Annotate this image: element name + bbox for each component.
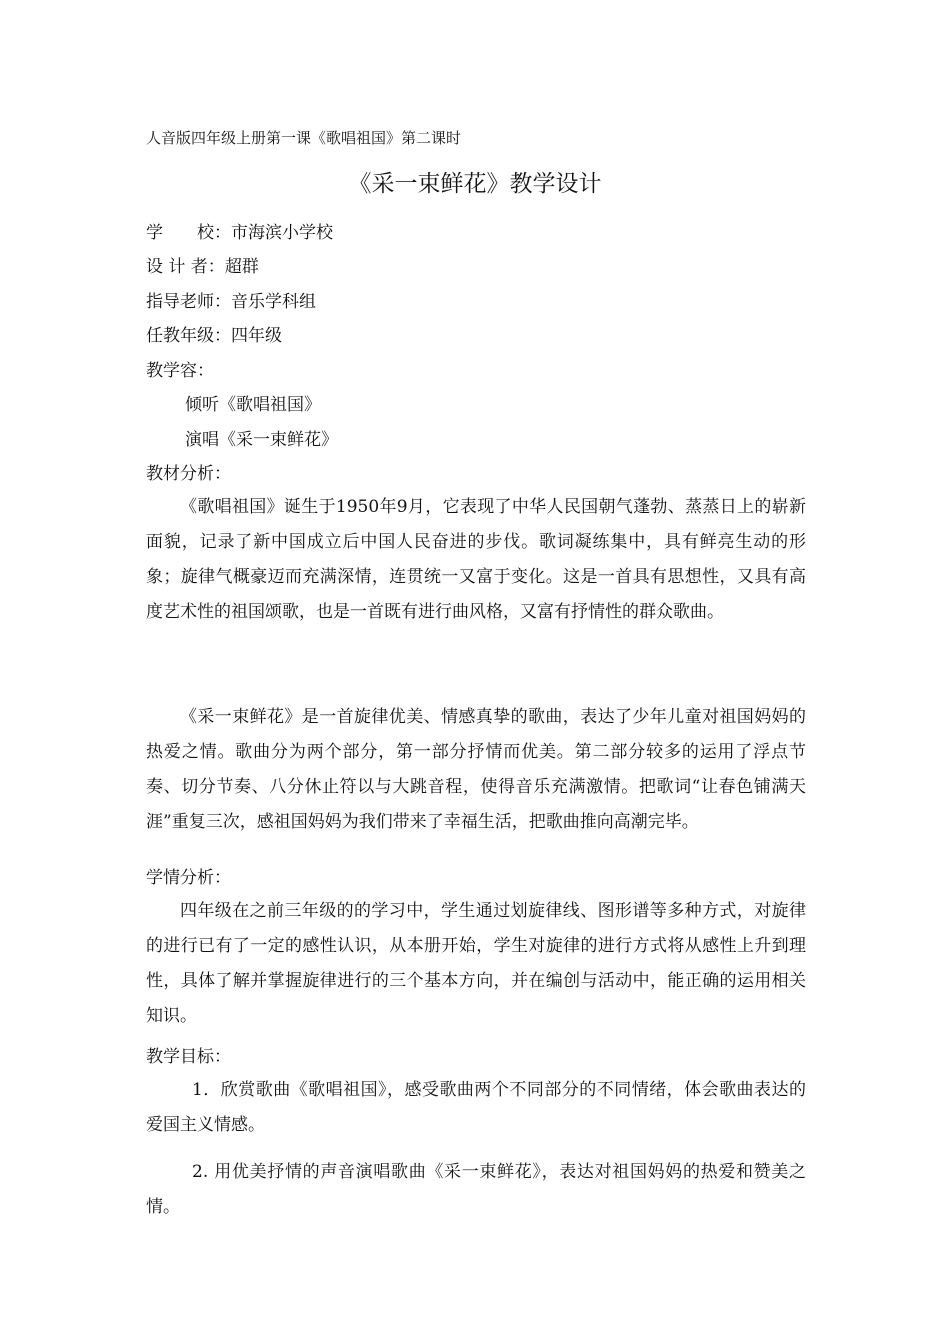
course-line: 人音版四年级上册第一课《歌唱祖国》第二课时 [146,129,462,147]
content-heading: 教学容： [146,361,214,381]
textbook-analysis-heading: 教材分析： [146,464,231,484]
designer-label: 设 计 者： [146,257,225,277]
advisor-label: 指导老师： [146,292,231,312]
advisor-value: 音乐学科组 [231,292,316,312]
textbook-analysis-paragraph: 《歌唱祖国》诞生于1950年9月，它表现了中华人民国朝气蓬勃、蒸蒸日上的崭新面貌，记录了新中国成立后中国人民奋进的步伐。歌词凝练集中，具有鲜亮生动的形象；旋律气概豪迈而充满深情，连贯统一又富于变化。这是一首具有思想性，又具有高度艺术性的祖国颂歌，也是一首既有进行曲风格，又富有抒情性的群众歌曲。 [146,497,806,622]
designer-value: 超群 [224,257,259,277]
student-analysis-paragraph: 四年级在之前三年级的的学习中，学生通过划旋律线、图形谱等多种方式，对旋律的进行已有了一定的感性认识，从本册开始，学生对旋律的进行方式将从感性上升到理性，具体了解并掌握旋律进行的三个基本方向，并在编创与活动中，能正确的运用相关知识。 [146,901,806,1026]
content-item: 倾听《歌唱祖国》 [185,395,321,415]
goals-heading: 教学目标： [146,1047,231,1067]
student-analysis-heading: 学情分析： [146,868,231,888]
school-value: 市海滨小学校 [231,223,333,243]
goal-item: 2. 用优美抒情的声音演唱歌曲《采一束鲜花》，表达对祖国妈妈的热爱和赞美之情。 [146,1162,806,1217]
school-label: 学 校： [146,223,231,243]
goal-item: 1．欣赏歌曲《歌唱祖国》，感受歌曲两个不同部分的不同情绪，体会歌曲表达的爱国主义情感。 [146,1080,806,1135]
grade-row [146,324,282,348]
grade-value: 四年级 [231,326,282,346]
advisor-row [146,290,316,314]
document-title: 《采一束鲜花》教学设计 [348,171,602,197]
content-item: 演唱《采一束鲜花》 [185,430,338,450]
designer-row [146,255,259,279]
grade-label: 任教年级： [146,326,231,346]
school-row [146,221,333,245]
textbook-analysis-paragraph: 《采一束鲜花》是一首旋律优美、情感真挚的歌曲，表达了少年儿童对祖国妈妈的热爱之情。歌曲分为两个部分，第一部分抒情而优美。第二部分较多的运用了浮点节奏、切分节奏、八分休止符以与大跳音程，使得音乐充满激情。把歌词“让春色铺满天涯”重复三次，感祖国妈妈为我们带来了幸福生活，把歌曲推向高潮完毕。 [146,707,806,832]
